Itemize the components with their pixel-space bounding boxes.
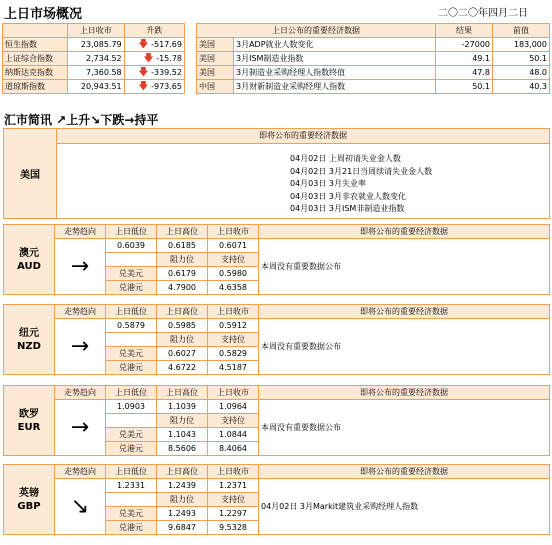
table-row: 上证综合指数 2,734.52 🡇 -15.78	[3, 52, 185, 66]
fx-section-title: 汇市简讯 ↗上升↘下跌→持平	[4, 113, 159, 127]
table-row: 道琼斯指数 20,943.51 🡇 -973.65	[3, 80, 185, 94]
list-item: 04月03日 3月ISM非制造业指数	[290, 204, 405, 213]
trend-arrow-icon: ↘	[55, 479, 106, 535]
down-arrow-icon: 🡇	[138, 67, 149, 78]
table-row: 中国 3月财新制造业采购经理人指数 50.1 40.3	[197, 80, 550, 94]
table-row: 美国 3月制造业采购经理人指数终值 47.8 48.0	[197, 66, 550, 80]
trend-arrow-icon: →	[55, 319, 106, 375]
table-row: 恒生指数 23,085.79 🡇 -517.69	[3, 38, 185, 52]
usa-upcoming-list	[290, 153, 432, 216]
list-item: 04月03日 3月失业率	[290, 179, 366, 188]
list-item: 04月02日 3月21日当周续请失业金人数	[290, 166, 433, 176]
currency-label: 纽元 NZD	[4, 305, 55, 375]
upcoming-note: 04月02日 3月Markit建筑业采购经理人指数	[259, 479, 550, 535]
page-title: 上日市场概况	[4, 7, 83, 22]
currency-label: 英镑 GBP	[4, 465, 55, 535]
currency-label: 欧罗 EUR	[4, 386, 55, 456]
down-arrow-icon: 🡇	[143, 53, 154, 64]
usa-upcoming-title: 即将公布的重要经济数据	[57, 129, 549, 144]
trend-arrow-icon: →	[55, 400, 106, 456]
currency-table: 英镑 GBP 走势趋向 上日低位 上日高位 上日收市 即将公布的重要经济数据 ↘ 1.2331 1.2439 1.2371 04月02日 3月Markit建筑业采购经理人指数 阻力位 支持位 兑美元 1.2493 1.2297 兑港元 9.6847 9.5328	[3, 464, 550, 535]
table-row: 美国 3月ISM制造业指数 49.1 50.1	[197, 52, 550, 66]
upcoming-note: 本周没有重要数据公布	[259, 400, 550, 456]
down-arrow-icon: 🡇	[138, 81, 149, 92]
col-change: 升跌	[124, 24, 184, 38]
currency-table: 澳元 AUD 走势趋向 上日低位 上日高位 上日收市 即将公布的重要经济数据 → 0.6039 0.6185 0.6071 本周没有重要数据公布 阻力位 支持位 兑美元 0.6179 0.5980 兑港元 4.7900 4.6358	[3, 224, 550, 295]
market-overview-table	[2, 23, 185, 94]
trend-arrow-icon: →	[55, 239, 106, 295]
upcoming-note: 本周没有重要数据公布	[259, 239, 550, 295]
table-row: 纳斯达克指数 7,360.58 🡇 -339.52	[3, 66, 185, 80]
list-item: 04月03日 3月非农就业人数变化	[290, 191, 406, 201]
usa-upcoming-box	[3, 128, 550, 219]
list-item: 04月02日 上周初请失业金人数	[290, 154, 401, 163]
down-arrow-icon: 🡇	[138, 39, 149, 50]
table-row: 美国 3月ADP就业人数变化 -27000 183,000	[197, 38, 550, 52]
currency-label: 澳元 AUD	[4, 225, 55, 295]
upcoming-note: 本周没有重要数据公布	[259, 319, 550, 375]
report-date: 二〇二〇年四月二日	[438, 8, 528, 19]
econ-title: 上日公布的重要经济数据	[197, 24, 436, 38]
col-close: 上日收市	[68, 24, 125, 38]
country-usa: 美国	[3, 128, 57, 219]
currency-table: 欧罗 EUR 走势趋向 上日低位 上日高位 上日收市 即将公布的重要经济数据 → 1.0903 1.1039 1.0964 本周没有重要数据公布 阻力位 支持位 兑美元 1.1043 1.0844 兑港元 8.5606 8.4064	[3, 385, 550, 456]
currency-table: 纽元 NZD 走势趋向 上日低位 上日高位 上日收市 即将公布的重要经济数据 → 0.5879 0.5985 0.5912 本周没有重要数据公布 阻力位 支持位 兑美元 0.6027 0.5829 兑港元 4.6722 4.5187	[3, 304, 550, 375]
economic-data-table: 上日公布的重要经济数据 结果 前值 美国 3月ADP就业人数变化 -27000 183,000 美国 3月ISM制造业指数 49.1 50.1 美国 3月制造业采购经理人指数终值 47.8 48.0 中国 3月财新制造业采购经理人指数 50.1 40.3	[196, 23, 550, 94]
